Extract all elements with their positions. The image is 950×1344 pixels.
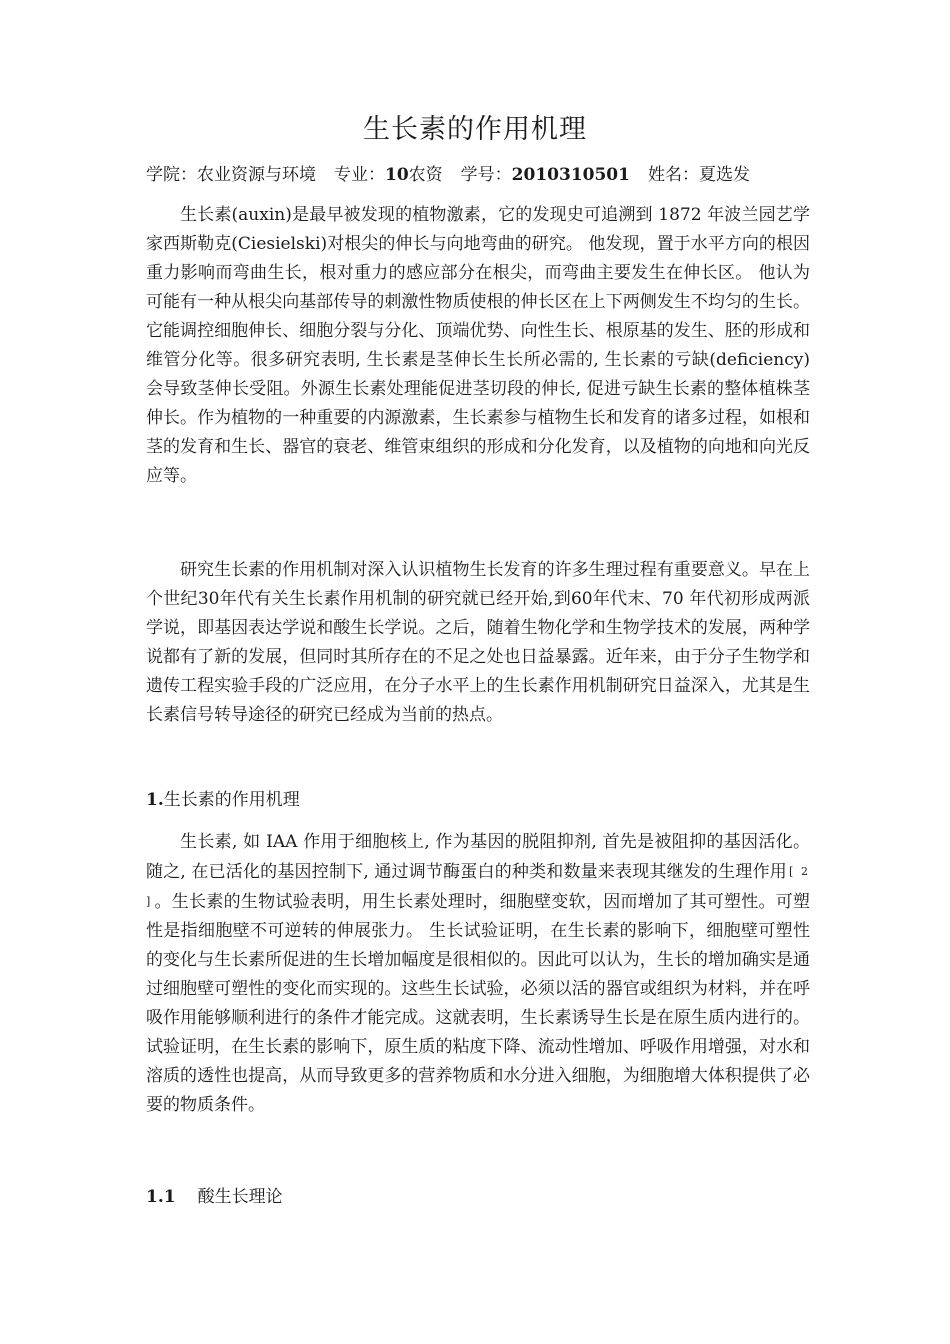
student-id-label: 学号：	[460, 165, 512, 185]
name-value: 夏选发	[698, 165, 750, 185]
section-title-1: 生长素的作用机理	[163, 790, 300, 810]
section-heading-1	[146, 786, 300, 815]
intro-paragraph: 生长素(auxin)是最早被发现的植物激素，它的发现史可追溯到 1872 年波兰园艺学家西斯勒克(Ciesielski)对根尖的伸长与向地弯曲的研究。 他发现，置于水平方向的根因重力影响而弯曲生长，根对重力的感应部分在根尖，而弯曲主要发生在伸长区。 他认为可能有一种从根尖向基部传导的刺激性物质使根的伸长区在上下两侧发生不均匀的生长。它能调控细胞伸长、细胞分裂与分化、顶端优势、向性生长、根原基的发生、胚的形成和维管分化等。很多研究表明, 生长素是茎伸长生长所必需的, 生长素的亏缺(deficiency)会导致茎伸长受阻。外源生长素处理能促进茎切段的伸长, 促进亏缺生长素的整体植株茎伸长。作为植物的一种重要的内源激素，生长素参与植物生长和发育的诸多过程，如根和茎的发育和生长、器官的衰老、维管束组织的形成和分化发育，以及植物的向地和向光反应等。	[146, 205, 810, 486]
citation-reference[interactable]: [ 2 ]	[146, 865, 810, 908]
mechanism-text-part1: 生长素, 如 IAA 作用于细胞核上, 作为基因的脱阻抑剂, 首先是被阻抑的基因活化。随之, 在已活化的基因控制下, 通过调节酶蛋白的种类和数量来表现其继发的生理作用	[146, 832, 810, 882]
section-title-1-1: 酸生长理论	[197, 1187, 283, 1207]
author-info-line	[146, 162, 750, 188]
document-title: 生长素的作用机理	[363, 114, 587, 145]
mechanism-text-part2: 。生长素的生物试验表明，用生长素处理时，细胞壁变软，因而增加了其可塑性。可塑性是指细胞壁不可逆转的伸展张力。 生长试验证明，在生长素的影响下，细胞壁可塑性的变化与生长素所促进的生长增加幅度是很相似的。因此可以认为，生长的增加确实是通过细胞壁可塑性的变化而实现的。这些生长试验，必须以活的器官或组织为材料，并在呼吸作用能够顺利进行的条件才能完成。这就表明，生长素诱导生长是在原生质内进行的。试验证明，在生长素的影响下，原生质的粘度下降、流动性增加、呼吸作用增强，对水和溶质的透性也提高，从而导致更多的营养物质和水分进入细胞，为细胞增大体积提供了必要的物质条件。	[146, 892, 810, 1115]
major-value: 农资	[408, 165, 443, 185]
research-paragraph: 研究生长素的作用机制对深入认识植物生长发育的许多生理过程有重要意义。早在上个世纪30年代有关生长素作用机制的研究就已经开始,到60年代末、70 年代初形成两派学说，即基因表达学说和酸生长学说。之后，随着生物化学和生物学技术的发展，两种学说都有了新的发展，但同时其所存在的不足之处也日益暴露。近年来，由于分子生物学和遗传工程实验手段的广泛应用，在分子水平上的生长素作用机制研究日益深入，尤其是生长素信号转导途径的研究已经成为当前的热点。	[146, 560, 810, 725]
mechanism-paragraph	[146, 828, 810, 1120]
college-value: 农业资源与环境	[197, 165, 316, 185]
section-number-1: 1.	[146, 790, 164, 810]
major-label: 专业：	[334, 165, 385, 185]
college-label: 学院：	[146, 165, 197, 185]
section-number-1-1: 1.1	[146, 1187, 176, 1207]
section-heading-1-1	[146, 1183, 283, 1212]
major-prefix: 10	[385, 165, 409, 185]
student-id-value: 2010310501	[511, 165, 630, 185]
name-label: 姓名：	[647, 165, 699, 185]
